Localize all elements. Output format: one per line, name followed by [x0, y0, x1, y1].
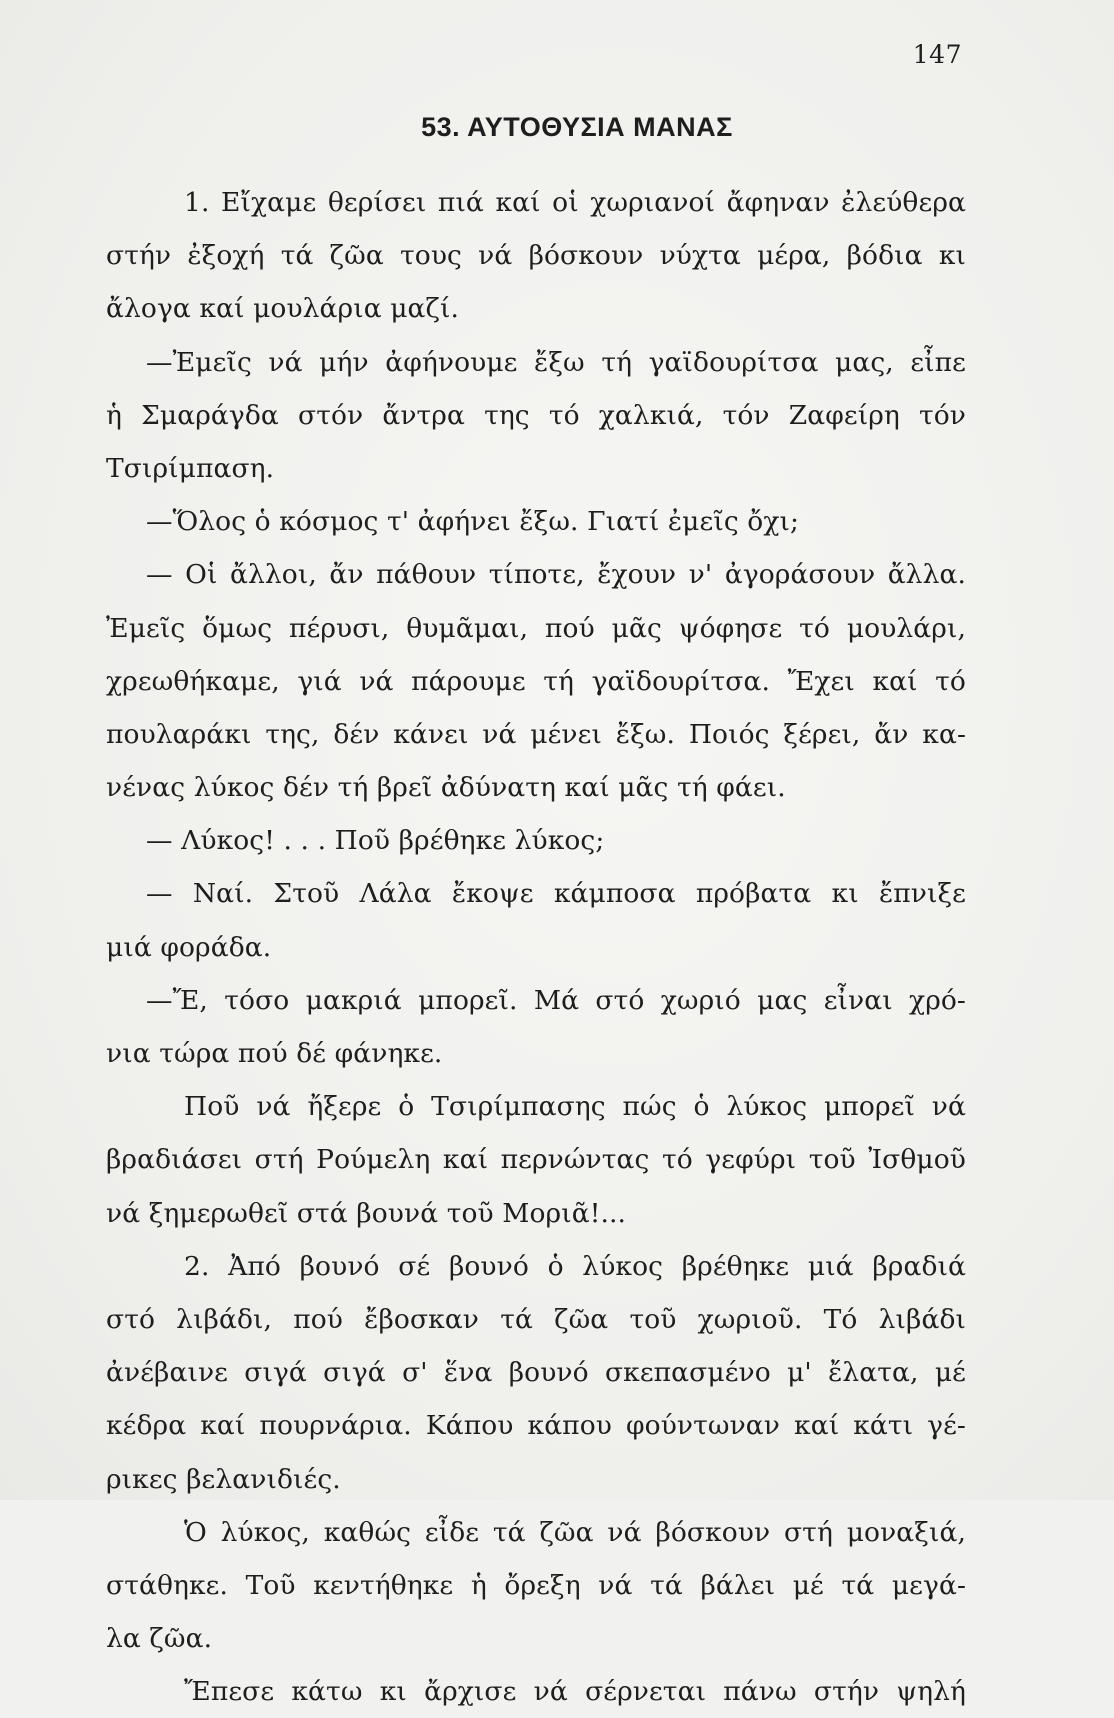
text-line: στήν ἐξοχή τά ζῶα τους νά βόσκουν νύχτα μέρα, βόδια κι	[106, 240, 966, 272]
text-line: Ποῦ νά ἤξερε ὁ Τσιρίμπασης πώς ὁ λύκος μπορεῖ νά	[184, 1091, 966, 1123]
text-line: βραδιάσει στή Ρούμελη καί περνώντας τό γεφύρι τοῦ Ἰσθμοῦ	[106, 1144, 966, 1176]
text-line: μιά φοράδα.	[106, 931, 272, 963]
text-line: πουλαράκι της, δέν κάνει νά μένει ἔξω. Ποιός ξέρει, ἄν κα-	[106, 718, 966, 750]
text-line: Τσιρίμπαση.	[106, 452, 275, 484]
text-line: —Ἐμεῖς νά μήν ἀφήνουμε ἔξω τή γαϊδουρίτσα μας, εἶπε	[146, 346, 966, 378]
text-line: νά ξημερωθεῖ στά βουνά τοῦ Μοριᾶ!...	[106, 1197, 627, 1229]
body-text	[106, 176, 966, 1718]
text-line: κέδρα καί πουρνάρια. Κάπου κάπου φούντωναν καί κάτι γέ-	[106, 1410, 966, 1442]
text-line: στό λιβάδι, πού ἔβοσκαν τά ζῶα τοῦ χωριοῦ. Τό λιβάδι	[106, 1303, 966, 1335]
text-line: —Ἔ, τόσο μακριά μπορεῖ. Μά στό χωριό μας εἶναι χρό-	[146, 984, 966, 1016]
text-line: στάθηκε. Τοῦ κεντήθηκε ἡ ὄρεξη νά τά βάλει μέ τά μεγά-	[106, 1569, 966, 1601]
chapter-title: 53. ΑΥΤΟΘΥΣΙΑ ΜΑΝΑΣ	[421, 112, 733, 142]
text-line: ρικες βελανιδιές.	[106, 1463, 341, 1495]
text-line: —Ὅλος ὁ κόσμος τ' ἀφήνει ἔξω. Γιατί ἐμεῖς ὄχι;	[146, 506, 800, 538]
text-line: 1. Εἴχαμε θερίσει πιά καί οἱ χωριανοί ἄφηναν ἐλεύθερα	[184, 187, 966, 218]
text-line: 2. Ἀπό βουνό σέ βουνό ὁ λύκος βρέθηκε μιά βραδιά	[184, 1250, 966, 1282]
text-line: λα ζῶα.	[106, 1623, 213, 1655]
text-line: ἡ Σμαράγδα στόν ἄντρα της τό χαλκιά, τόν Ζαφείρη τόν	[106, 399, 966, 431]
text-line: νένας λύκος δέν τή βρεῖ ἀδύνατη καί μᾶς τή φάει.	[106, 772, 786, 804]
text-line: Ἔπεσε κάτω κι ἄρχισε νά σέρνεται πάνω στήν ψηλή	[184, 1676, 966, 1708]
text-line: — Ναί. Στοῦ Λάλα ἔκοψε κάμποσα πρόβατα κι ἔπνιξε	[146, 878, 966, 910]
text-line: ἀνέβαινε σιγά σιγά σ' ἕνα βουνό σκεπασμένο μ' ἔλατα, μέ	[106, 1357, 966, 1389]
text-line: ἄλογα καί μουλάρια μαζί.	[106, 293, 460, 325]
text-line: — Οἱ ἄλλοι, ἄν πάθουν τίποτε, ἔχουν ν' ἀγοράσουν ἄλλα.	[146, 559, 966, 591]
text-line: νια τώρα πού δέ φάνηκε.	[106, 1038, 443, 1069]
text-line: χρεωθήκαμε, γιά νά πάρουμε τή γαϊδουρίτσα. Ἔχει καί τό	[106, 665, 966, 697]
page-number: 147	[912, 40, 962, 69]
text-line: Ὁ λύκος, καθώς εἶδε τά ζῶα νά βόσκουν στή μοναξιά,	[184, 1516, 966, 1548]
text-line: Ἐμεῖς ὅμως πέρυσι, θυμᾶμαι, πού μᾶς ψόφησε τό μουλάρι,	[106, 612, 966, 644]
text-line: — Λύκος! . . . Ποῦ βρέθηκε λύκος;	[146, 825, 605, 857]
